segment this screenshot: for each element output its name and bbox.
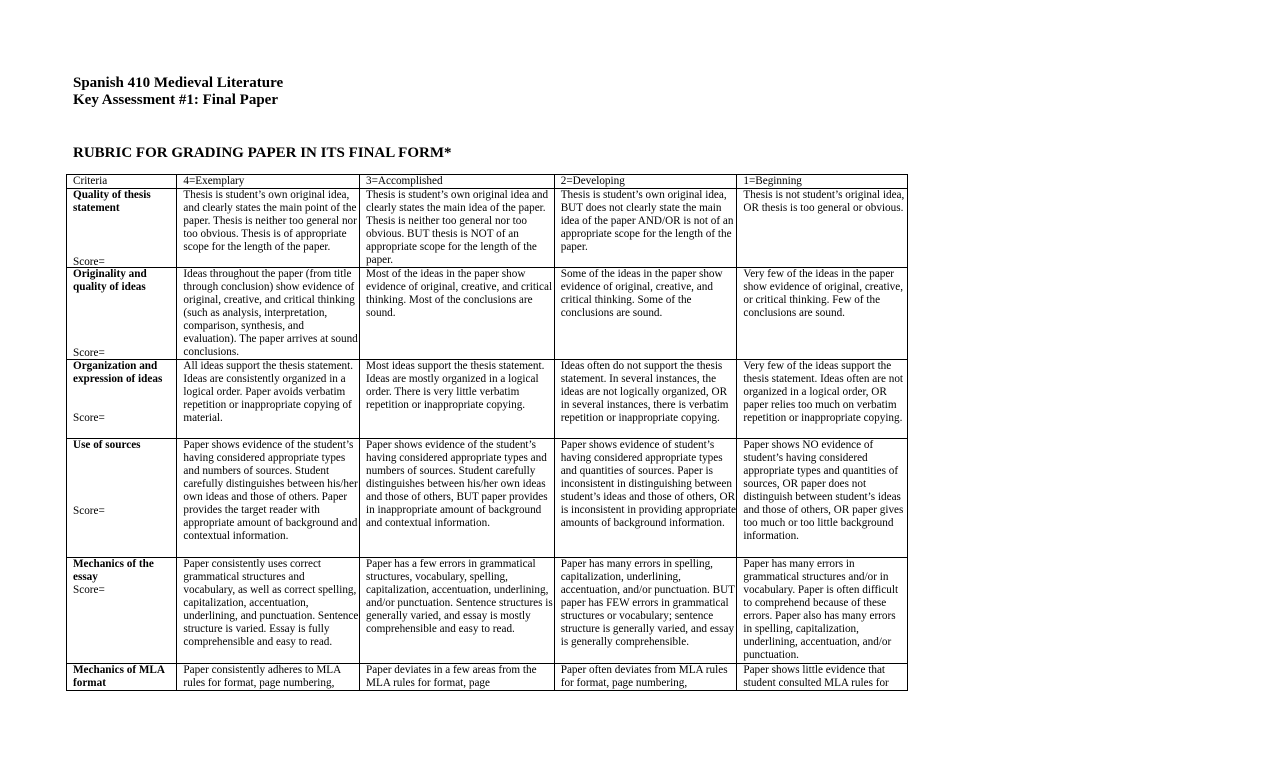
rubric-cell: Most ideas support the thesis statement. Ideas are mostly organized in a logical order. There is very little verbatim repetition or inappropriate copying. <box>360 360 555 439</box>
header-accomplished: 3=Accomplished <box>360 175 555 189</box>
rubric-heading: RUBRIC FOR GRADING PAPER IN ITS FINAL FORM* <box>73 145 452 161</box>
score-label: Score= <box>73 412 105 424</box>
table-row <box>67 268 908 360</box>
table-row <box>67 664 908 691</box>
rubric-cell: Paper shows evidence of the student’s having considered appropriate types and numbers of sources. Student carefully distinguishes between his/her own ideas and those of others. Paper provides the target reader with appropriate amount of background and contextual information. <box>177 439 360 558</box>
rubric-cell: Paper deviates in a few areas from the MLA rules for format, page <box>360 664 555 691</box>
criteria-label: Quality of thesis statement <box>73 189 151 214</box>
course-title: Spanish 410 Medieval Literature <box>73 75 284 91</box>
rubric-cell: Paper shows little evidence that student consulted MLA rules for <box>737 664 908 691</box>
criteria-label: Mechanics of the essay <box>73 558 154 583</box>
rubric-table <box>66 174 908 691</box>
rubric-cell: Ideas throughout the paper (from title through conclusion) show evidence of original, creative, and critical thinking (such as analysis, interpretation, comparison, synthesis, and evaluation). The paper arrives at sound conclusions. <box>177 268 360 360</box>
criteria-label: Use of sources <box>73 439 141 451</box>
assessment-title: Key Assessment #1: Final Paper <box>73 92 278 108</box>
rubric-cell: Paper has many errors in grammatical structures and/or in vocabulary. Paper is often difficult to comprehend because of these errors. Paper also has many errors in spelling, capitalization, underlining, accentuation, and/or punctuation. <box>737 558 908 664</box>
rubric-cell: Most of the ideas in the paper show evidence of original, creative, and critical thinking. Most of the conclusions are sound. <box>360 268 555 360</box>
criteria-cell <box>67 664 177 691</box>
rubric-cell: Paper consistently adheres to MLA rules for format, page numbering, <box>177 664 360 691</box>
header-beginning: 1=Beginning <box>737 175 908 189</box>
rubric-cell: Paper consistently uses correct grammatical structures and vocabulary, as well as correct spelling, capitalization, accentuation, underlining, and punctuation. Sentence structure is varied. Essay is fully comprehensible and easy to read. <box>177 558 360 664</box>
table-row <box>67 439 908 558</box>
rubric-cell: Paper has a few errors in grammatical structures, vocabulary, spelling, capitalization, accentuation, underlining, and/or punctuation. Sentence structures is generally varied, and essay is mostly comprehensible and easy to read. <box>360 558 555 664</box>
criteria-cell <box>67 189 177 268</box>
table-row <box>67 558 908 664</box>
rubric-cell: Very few of the ideas support the thesis statement. Ideas often are not organized in a logical order, OR paper relies too much on verbatim repetition or inappropriate copying. <box>737 360 908 439</box>
rubric-cell: All ideas support the thesis statement. Ideas are consistently organized in a logical order. Paper avoids verbatim repetition or inappropriate copying of material. <box>177 360 360 439</box>
table-header-row <box>67 175 908 189</box>
rubric-cell: Thesis is not student’s original idea, OR thesis is too general or obvious. <box>737 189 908 268</box>
score-label: Score= <box>73 505 105 517</box>
criteria-cell <box>67 268 177 360</box>
score-label: Score= <box>73 584 105 596</box>
criteria-cell <box>67 439 177 558</box>
rubric-cell: Paper shows evidence of student’s having considered appropriate types and quantities of sources. Paper is inconsistent in distinguishing between student’s ideas and those of others, OR is inconsistent in providing appropriate amounts of background information. <box>554 439 737 558</box>
criteria-cell <box>67 558 177 664</box>
table-row <box>67 360 908 439</box>
criteria-label: Originality and quality of ideas <box>73 268 147 293</box>
criteria-cell <box>67 360 177 439</box>
rubric-cell: Some of the ideas in the paper show evidence of original, creative, and critical thinking. Some of the conclusions are sound. <box>554 268 737 360</box>
table-row <box>67 189 908 268</box>
score-label: Score= <box>73 347 105 359</box>
rubric-cell: Paper has many errors in spelling, capitalization, underlining, accentuation, and/or punctuation. BUT paper has FEW errors in grammatical structures or vocabulary; sentence structure is generally varied, and essay is generally comprehensible. <box>554 558 737 664</box>
header-exemplary: 4=Exemplary <box>177 175 360 189</box>
rubric-cell: Very few of the ideas in the paper show evidence of original, creative, or critical thinking. Few of the conclusions are sound. <box>737 268 908 360</box>
rubric-cell: Paper shows evidence of the student’s having considered appropriate types and numbers of sources. Student carefully distinguishes between his/her own ideas and those of others, BUT paper provides in inappropriate amount of background and contextual information. <box>360 439 555 558</box>
rubric-cell: Paper shows NO evidence of student’s having considered appropriate types and quantities of sources, OR paper does not distinguish between student’s ideas and those of others, OR paper gives too much or too little background information. <box>737 439 908 558</box>
score-label: Score= <box>73 256 105 268</box>
rubric-cell: Thesis is student’s own original idea, BUT does not clearly state the main idea of the paper AND/OR is not of an appropriate scope for the length of the paper. <box>554 189 737 268</box>
rubric-cell: Ideas often do not support the thesis statement. In several instances, the ideas are not logically organized, OR in several instances, there is verbatim repetition or inappropriate copying. <box>554 360 737 439</box>
rubric-cell: Thesis is student’s own original idea and clearly states the main idea of the paper. Thesis is neither too general nor too obvious. BUT thesis is NOT of an appropriate scope for the length of the paper. <box>360 189 555 268</box>
rubric-cell: Thesis is student’s own original idea, and clearly states the main point of the paper. Thesis is neither too general nor too obvious. Thesis is of appropriate scope for the length of the paper. <box>177 189 360 268</box>
criteria-label: Mechanics of MLA format <box>73 664 165 689</box>
rubric-cell: Paper often deviates from MLA rules for format, page numbering, <box>554 664 737 691</box>
criteria-label: Organization and expression of ideas <box>73 360 163 385</box>
header-developing: 2=Developing <box>554 175 737 189</box>
header-criteria: Criteria <box>67 175 177 189</box>
